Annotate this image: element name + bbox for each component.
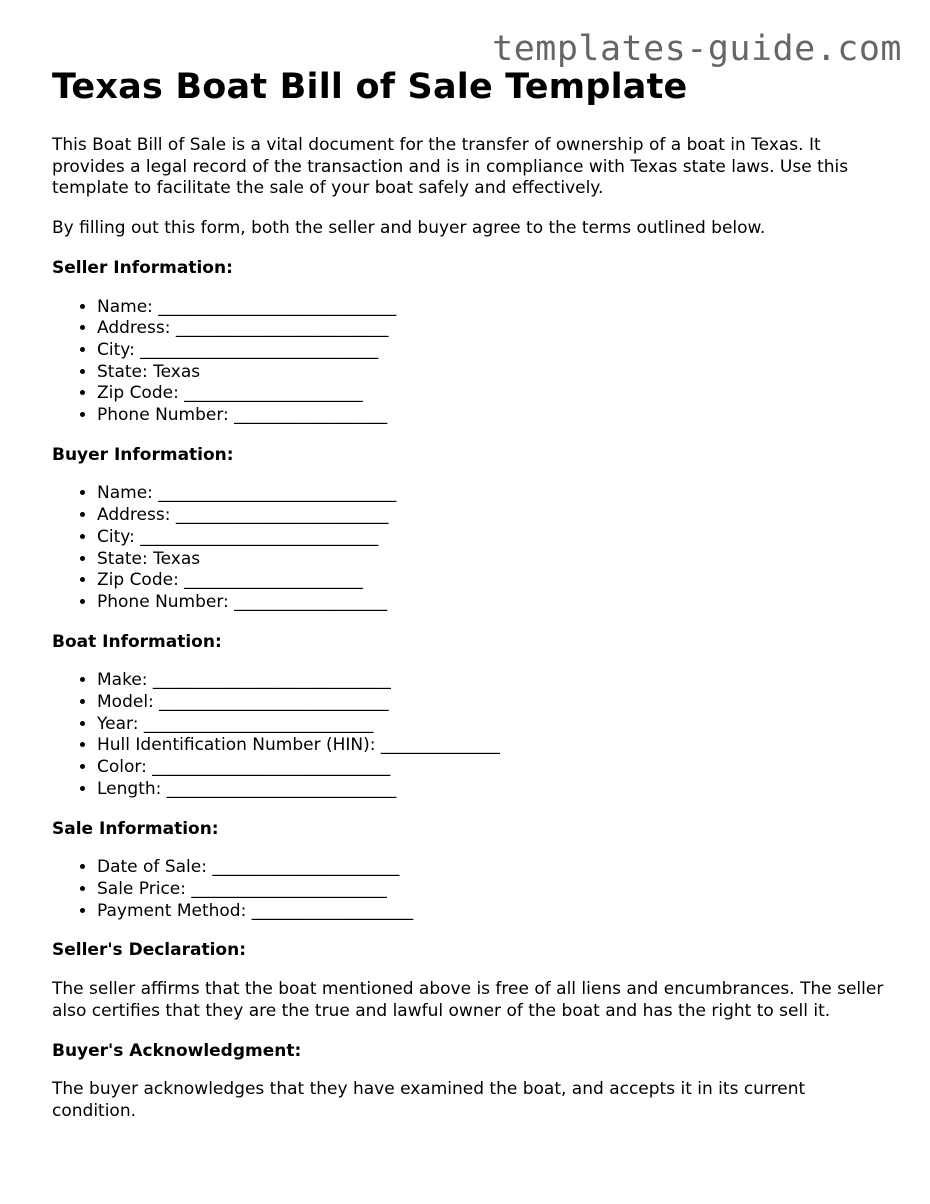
buyer-acknowledgment-section — [52, 1041, 892, 1123]
boat-heading: Boat Information: — [52, 631, 222, 652]
boat-field-list — [52, 670, 892, 800]
buyer-field-list — [52, 483, 892, 613]
seller-declaration-section — [52, 940, 892, 1022]
buyer-address-field: • Address: _________________________ — [97, 505, 892, 527]
buyer-acknowledgment-heading: Buyer's Acknowledgment: — [52, 1040, 302, 1061]
boat-color-field: • Color: ____________________________ — [97, 757, 892, 779]
boat-hin-field: • Hull Identification Number (HIN): ______________ — [97, 735, 892, 757]
watermark: templates-guide.com — [492, 29, 902, 69]
buyer-name-field: • Name: ____________________________ — [97, 483, 892, 505]
seller-name-field: • Name: ____________________________ — [97, 297, 892, 319]
sale-field-list — [52, 857, 892, 922]
buyer-acknowledgment-text: The buyer acknowledges that they have examined the boat, and accepts it in its current condition. — [52, 1079, 806, 1121]
seller-address-field: • Address: _________________________ — [97, 318, 892, 340]
seller-city-field: • City: ____________________________ — [97, 340, 892, 362]
buyer-section — [52, 445, 892, 614]
boat-model-field: • Model: ___________________________ — [97, 692, 892, 714]
sale-payment-field: • Payment Method: ___________________ — [97, 901, 892, 923]
boat-year-field: • Year: ___________________________ — [97, 714, 892, 736]
sale-date-field: • Date of Sale: ______________________ — [97, 857, 892, 879]
document — [52, 64, 892, 1141]
sale-section — [52, 819, 892, 923]
seller-phone-field: • Phone Number: __________________ — [97, 405, 892, 427]
seller-heading: Seller Information: — [52, 257, 233, 278]
seller-zip-field: • Zip Code: _____________________ — [97, 383, 892, 405]
seller-field-list — [52, 297, 892, 427]
page-title: Texas Boat Bill of Sale Template — [52, 67, 688, 107]
seller-declaration-text: The seller affirms that the boat mentioned above is free of all liens and encumbrances. The seller also certifies that they are the true and lawful owner of the boat and has the right to sell it. — [52, 979, 884, 1021]
sale-heading: Sale Information: — [52, 818, 219, 839]
seller-state-field: • State: Texas — [97, 362, 892, 384]
buyer-phone-field: • Phone Number: __________________ — [97, 592, 892, 614]
seller-declaration-heading: Seller's Declaration: — [52, 940, 246, 961]
sale-price-field: • Sale Price: _______________________ — [97, 879, 892, 901]
intro-paragraph: This Boat Bill of Sale is a vital document for the transfer of ownership of a boat in Texas. It provides a legal record of the transaction and is in compliance with Texas state laws. Use this template to facilitate the sale of your boat safely and effectively. — [52, 135, 849, 199]
buyer-city-field: • City: ____________________________ — [97, 527, 892, 549]
boat-section — [52, 632, 892, 801]
buyer-heading: Buyer Information: — [52, 444, 234, 465]
buyer-state-field: • State: Texas — [97, 549, 892, 571]
boat-length-field: • Length: ___________________________ — [97, 779, 892, 801]
boat-make-field: • Make: ____________________________ — [97, 670, 892, 692]
seller-section — [52, 258, 892, 427]
agreement-paragraph: By filling out this form, both the seller and buyer agree to the terms outlined below. — [52, 218, 766, 239]
buyer-zip-field: • Zip Code: _____________________ — [97, 570, 892, 592]
